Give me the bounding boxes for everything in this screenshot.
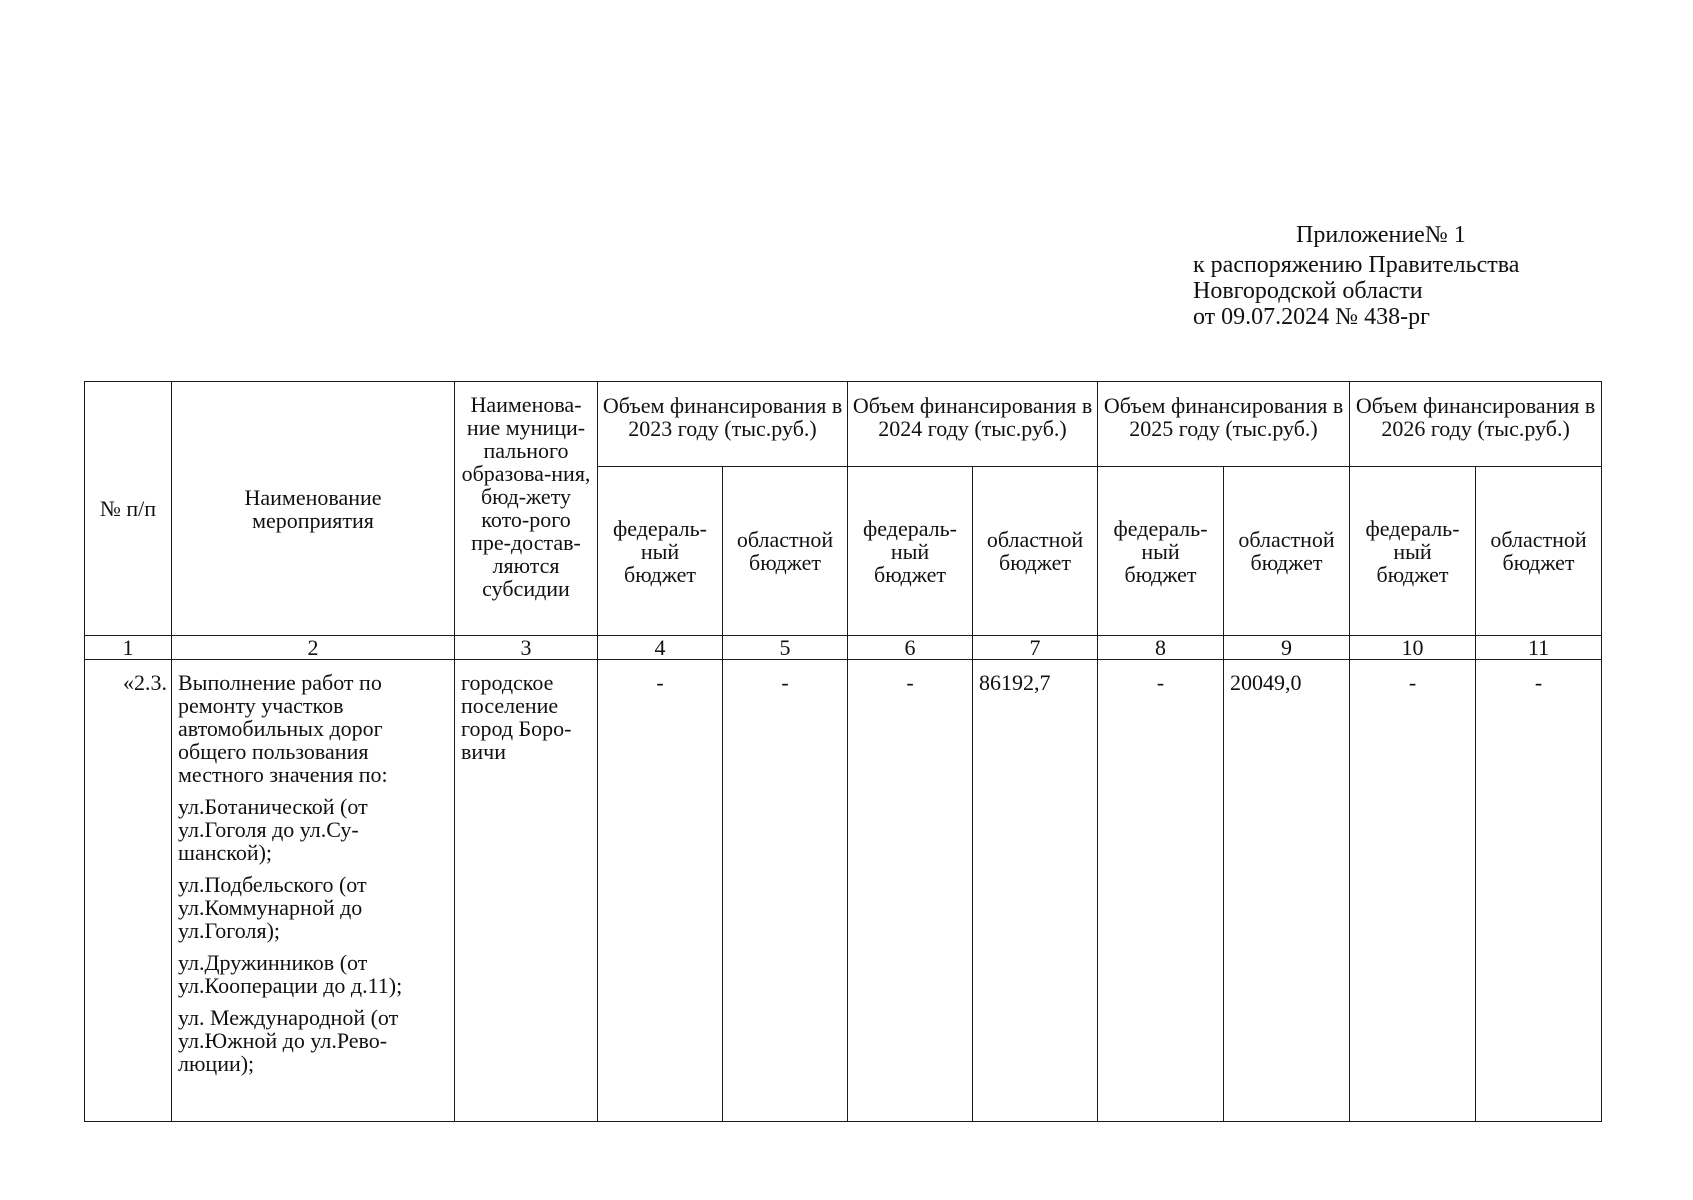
header-event: Наименование мероприятия: [172, 382, 455, 636]
header-federal-2026: федераль-ный бюджет: [1350, 467, 1476, 636]
column-number: 6: [848, 636, 973, 660]
header-regional-2026: областной бюджет: [1476, 467, 1602, 636]
appendix-line-region: Новгородской области: [1193, 278, 1423, 304]
column-number: 3: [455, 636, 598, 660]
value-regional-2024: 86192,7: [973, 660, 1098, 1122]
table-row: [85, 660, 1602, 1122]
value-regional-2026: -: [1476, 660, 1602, 1122]
appendix-title: Приложение№ 1: [1296, 222, 1466, 248]
column-number: 9: [1224, 636, 1350, 660]
event-paragraph: ул.Подбельского (от ул.Коммунарной до ул.Гоголя);: [178, 872, 367, 943]
financing-table: [84, 381, 1602, 1122]
header-regional-2025: областной бюджет: [1224, 467, 1350, 636]
event-paragraph: ул.Ботанической (от ул.Гоголя до ул.Су-шанской);: [178, 794, 368, 865]
value-regional-2025: 20049,0: [1224, 660, 1350, 1122]
value-regional-2023: -: [723, 660, 848, 1122]
municipality-cell: городское поселение город Боро-вичи: [455, 660, 598, 1122]
event-paragraph: ул.Дружинников (от ул.Кооперации до д.11);: [178, 950, 403, 998]
header-group-2023: Объем финансирования в 2023 году (тыс.руб.): [598, 382, 848, 467]
header-group-2025: Объем финансирования в 2025 году (тыс.руб.): [1098, 382, 1350, 467]
value-federal-2023: -: [598, 660, 723, 1122]
header-regional-2023: областной бюджет: [723, 467, 848, 636]
column-number: 5: [723, 636, 848, 660]
header-federal-2024: федераль-ный бюджет: [848, 467, 973, 636]
value-federal-2025: -: [1098, 660, 1224, 1122]
appendix-line-date: от 09.07.2024 № 438-рг: [1193, 304, 1430, 330]
column-number: 8: [1098, 636, 1224, 660]
column-number-row: [85, 636, 1602, 660]
appendix-header: [1193, 222, 1519, 330]
header-federal-2023: федераль-ный бюджет: [598, 467, 723, 636]
value-federal-2026: -: [1350, 660, 1476, 1122]
row-number: «2.3.: [85, 660, 172, 1122]
column-number: 7: [973, 636, 1098, 660]
event-cell: [172, 660, 455, 1122]
header-federal-2025: федераль-ный бюджет: [1098, 467, 1224, 636]
event-paragraph: Выполнение работ по ремонту участков автомобильных дорог общего пользования местного значения по:: [178, 670, 388, 787]
event-paragraph: ул. Международной (от ул.Южной до ул.Рево-люции);: [178, 1005, 399, 1076]
value-federal-2024: -: [848, 660, 973, 1122]
column-number: 1: [85, 636, 172, 660]
column-number: 10: [1350, 636, 1476, 660]
header-municipality: Наименова-ние муници-пального образова-ния, бюд-жету кото-рого пре-достав-ляются субсидии: [455, 382, 598, 636]
header-regional-2024: областной бюджет: [973, 467, 1098, 636]
header-group-2024: Объем финансирования в 2024 году (тыс.руб.): [848, 382, 1098, 467]
column-number: 2: [172, 636, 455, 660]
appendix-line-order: к распоряжению Правительства: [1193, 252, 1520, 278]
column-number: 4: [598, 636, 723, 660]
column-number: 11: [1476, 636, 1602, 660]
header-group-2026: Объем финансирования в 2026 году (тыс.руб.): [1350, 382, 1602, 467]
header-num: № п/п: [85, 382, 172, 636]
header-row-1: [85, 382, 1602, 467]
